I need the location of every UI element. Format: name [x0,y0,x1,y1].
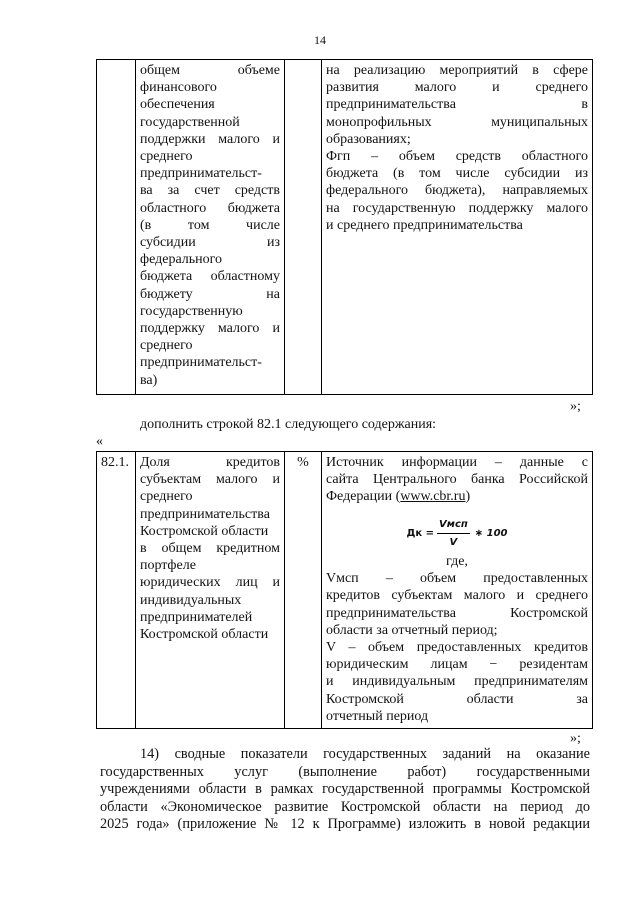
table-cell-method [322,452,593,729]
text-line: области за отчетный период; [326,622,498,638]
text-line: Vмсп – объем предоставленных [326,571,588,587]
text-line: 2025 года» (приложение № 12 к Программе) изложить в новой редакции [100,816,590,833]
text-fragment: ) [465,489,471,505]
text-line: юридических лиц и [140,575,280,591]
formula [326,516,588,551]
text-line: 14) сводные показатели государственных заданий на оказание [140,746,590,762]
closing-quote: »; [570,399,581,414]
text-line: отчетный период [326,708,429,724]
text-line: развития малого и среднего [326,80,588,96]
text-line: предпринимательст- [140,355,262,371]
table-row [97,452,593,729]
row-number: 82.1. [101,455,129,470]
text-line: среднего [140,489,193,505]
text-line: сайта Центрального банка Российской [326,472,588,488]
formula-numerator: Vмсп [437,516,470,534]
text-line: федерального [140,252,223,268]
text-line: Фгп – объем средств областного [326,149,588,165]
text-line: бюджету на [140,286,280,302]
text-line: общем объеме [140,63,280,78]
text-line: государственную [140,303,243,319]
text-line: предпринимательст- [140,166,262,182]
formula-rhs: ∗ 100 [474,527,508,539]
text-line: кредитов субъектам малого и среднего [326,588,588,604]
text-line: предпринимательства Костромской [326,605,588,621]
text-line: и среднего предпринимательства [326,217,523,233]
text-line: портфеле [140,558,196,574]
text-line: учреждениями области в рамках государственной программы Костромской [100,781,590,798]
table-cell-number [97,452,136,729]
table-cell-method [322,60,593,395]
indicator-table-new-row [96,451,593,729]
text-line: субсидии из [140,235,280,251]
table-cell-indicator [136,452,285,729]
text-line: области «Экономическое развитие Костромской области на период до [100,798,590,815]
text-line: где, [446,554,468,570]
text-line: обеспечения [140,97,215,113]
body-paragraph [100,746,590,834]
text-line: ва за счет средств [140,183,280,199]
table-cell-number [97,60,136,395]
text-line: поддержку малого и [140,321,280,337]
text-line: областного бюджета [140,200,280,216]
closing-quote: »; [570,731,581,746]
text-line: бюджета (в том числе субсидии из [326,166,588,182]
text-line: Доля кредитов [140,455,280,470]
text-line: индивидуальных [140,592,242,608]
opening-quote: « [96,434,103,449]
text-line: на государственную поддержку малого [326,200,588,216]
text-line: юридическим лицам − резидентам [326,657,588,673]
table-cell-unit [285,60,322,395]
text-line: предпринимателей [140,609,253,625]
text-line: (в том числе [140,217,280,233]
table-cell-indicator [136,60,285,395]
page-number: 14 [314,33,326,47]
text-line: финансового [140,80,217,96]
text-line: V – объем предоставленных кредитов [326,640,588,656]
text-line: среднего [140,338,193,354]
cbr-link[interactable]: www.cbr.ru [400,489,466,505]
text-line: и индивидуальным предпринимателям [326,674,588,690]
indicator-table-top [96,59,593,395]
instruction-text: дополнить строкой 82.1 следующего содержания: [140,417,437,432]
text-line: федерального бюджета), направляемых [326,183,588,199]
text-line: поддержки малого и [140,131,280,147]
text-line: Костромской области за [326,691,588,707]
text-line: Костромской области [140,627,269,643]
formula-fraction [437,516,470,551]
text-line: на реализацию мероприятий в сфере [326,63,588,78]
text-line [326,488,588,505]
formula-lhs: Дк = [406,527,435,539]
text-line: в общем кредитном [140,541,280,557]
text-line: Источник информации – данные с [326,455,588,470]
text-line: среднего [140,149,193,165]
text-line: бюджета областному [140,269,280,285]
table-row [97,60,593,395]
text-fragment: Федерации ( [326,489,401,505]
formula-denominator: V [449,536,458,548]
text-line: ва) [140,372,158,388]
text-line: предпринимательства в [326,97,588,113]
text-line: Костромской области [140,523,269,539]
text-line: монопрофильных муниципальных [326,114,588,130]
text-line: предпринимательства [140,506,270,522]
text-line: государственных услуг (выполнение работ) государственными [100,763,590,780]
text-line: субъектам малого и [140,472,280,488]
text-line: образованиях; [326,131,411,147]
unit-percent: % [297,455,309,470]
text-line: государственной [140,114,240,130]
table-cell-unit [285,452,322,729]
